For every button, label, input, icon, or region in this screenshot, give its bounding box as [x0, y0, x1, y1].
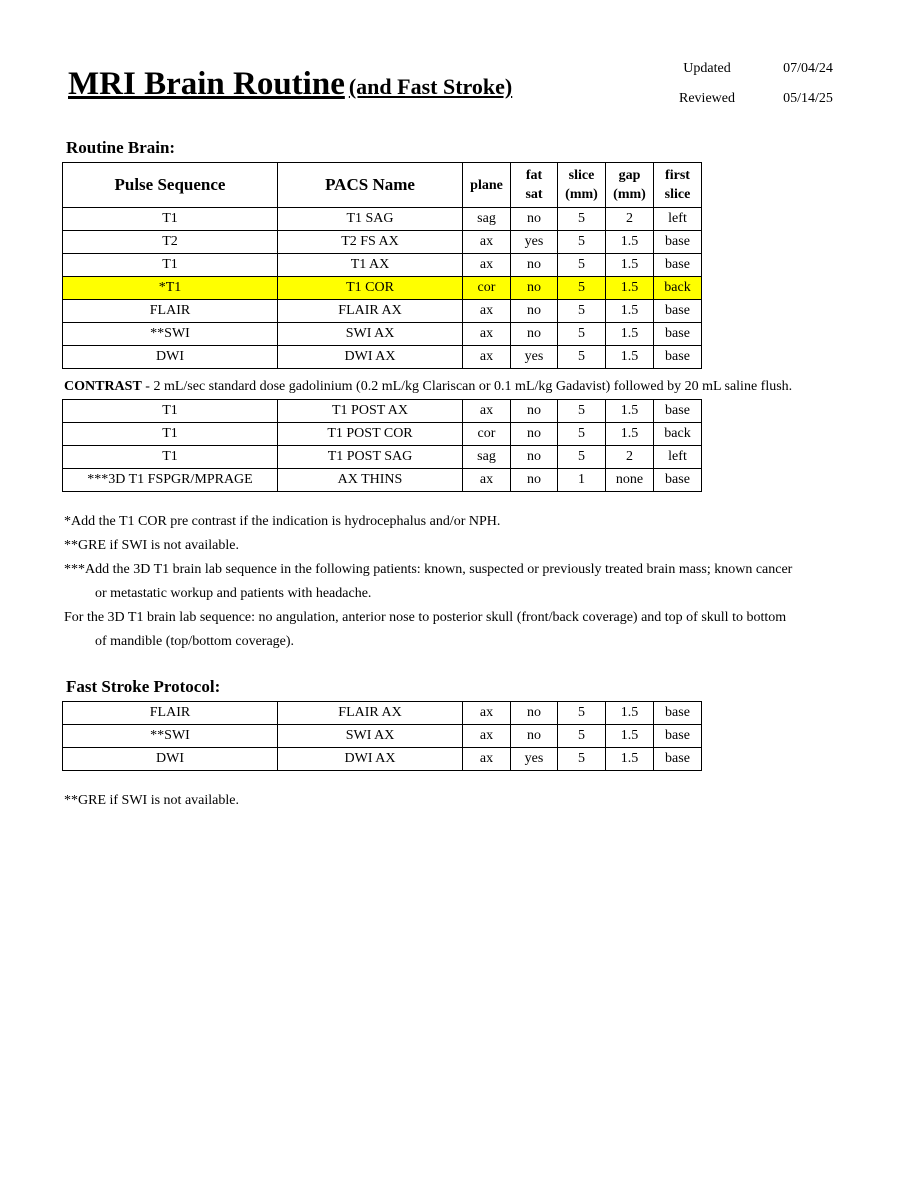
updated-label: Updated: [683, 61, 731, 76]
cell-slice: 5: [558, 323, 606, 346]
table-row: [63, 208, 702, 231]
cell-fat-sat: no: [511, 400, 558, 423]
cell-fat-sat: yes: [511, 748, 558, 771]
routine-table: [62, 162, 702, 369]
cell-pacs-name: AX THINS: [278, 469, 463, 492]
cell-gap: 1.5: [606, 748, 654, 771]
cell-plane: ax: [463, 469, 511, 492]
cell-first-slice: base: [654, 400, 702, 423]
cell-pulse-sequence: T2: [63, 231, 278, 254]
updated-row: [0, 61, 918, 81]
cell-slice: 5: [558, 400, 606, 423]
cell-first-slice: base: [654, 231, 702, 254]
cell-plane: ax: [463, 254, 511, 277]
table-row: [63, 231, 702, 254]
cell-pacs-name: DWI AX: [278, 346, 463, 369]
cell-first-slice: back: [654, 277, 702, 300]
cell-slice: 5: [558, 208, 606, 231]
cell-first-slice: base: [654, 725, 702, 748]
cell-pulse-sequence: FLAIR: [63, 300, 278, 323]
cell-gap: 1.5: [606, 423, 654, 446]
cell-plane: ax: [463, 300, 511, 323]
table-row: [63, 254, 702, 277]
col-header-pulse-sequence: Pulse Sequence: [63, 163, 278, 208]
col-header-fat-sat: fat sat: [511, 163, 558, 208]
contrast-instructions: [64, 379, 792, 395]
cell-plane: sag: [463, 208, 511, 231]
cell-gap: none: [606, 469, 654, 492]
cell-fat-sat: no: [511, 702, 558, 725]
col-header-pacs-name: PACS Name: [278, 163, 463, 208]
cell-gap: 1.5: [606, 323, 654, 346]
col-header-plane: plane: [463, 163, 511, 208]
col-header-first-slice: first slice: [654, 163, 702, 208]
updated-date: 07/04/24: [783, 61, 833, 76]
contrast-label: CONTRAST: [64, 379, 142, 394]
table-row: [63, 446, 702, 469]
cell-fat-sat: yes: [511, 231, 558, 254]
cell-gap: 1.5: [606, 231, 654, 254]
table-row: [63, 423, 702, 446]
table-row: [63, 469, 702, 492]
table-row: [63, 277, 702, 300]
cell-pacs-name: T2 FS AX: [278, 231, 463, 254]
cell-pulse-sequence: *T1: [63, 277, 278, 300]
cell-gap: 1.5: [606, 300, 654, 323]
cell-pulse-sequence: FLAIR: [63, 702, 278, 725]
title-main: MRI Brain Routine: [68, 66, 345, 102]
cell-pacs-name: T1 POST AX: [278, 400, 463, 423]
cell-gap: 1.5: [606, 346, 654, 369]
cell-plane: ax: [463, 400, 511, 423]
reviewed-row: [0, 91, 918, 111]
cell-slice: 5: [558, 446, 606, 469]
cell-fat-sat: no: [511, 725, 558, 748]
cell-pacs-name: DWI AX: [278, 748, 463, 771]
table-row: [63, 323, 702, 346]
cell-slice: 5: [558, 254, 606, 277]
cell-first-slice: base: [654, 702, 702, 725]
footnote: **GRE if SWI is not available.: [64, 538, 239, 553]
cell-plane: ax: [463, 702, 511, 725]
cell-fat-sat: no: [511, 423, 558, 446]
post-contrast-table: [62, 399, 702, 492]
cell-slice: 5: [558, 277, 606, 300]
table-row: [63, 346, 702, 369]
col-header-slice: slice (mm): [558, 163, 606, 208]
stroke-note: **GRE if SWI is not available.: [64, 793, 239, 808]
table-row: [63, 702, 702, 725]
reviewed-date: 05/14/25: [783, 91, 833, 106]
cell-pulse-sequence: **SWI: [63, 323, 278, 346]
cell-pacs-name: FLAIR AX: [278, 702, 463, 725]
cell-gap: 1.5: [606, 277, 654, 300]
stroke-footnote: [64, 789, 854, 813]
table-row: [63, 725, 702, 748]
cell-fat-sat: yes: [511, 346, 558, 369]
cell-fat-sat: no: [511, 300, 558, 323]
stroke-heading: Fast Stroke Protocol:: [66, 677, 221, 696]
cell-pulse-sequence: T1: [63, 254, 278, 277]
cell-gap: 1.5: [606, 254, 654, 277]
routine-heading: Routine Brain:: [66, 138, 176, 157]
cell-pacs-name: SWI AX: [278, 323, 463, 346]
cell-slice: 1: [558, 469, 606, 492]
cell-pulse-sequence: **SWI: [63, 725, 278, 748]
reviewed-label: Reviewed: [679, 91, 735, 106]
footnote: For the 3D T1 brain lab sequence: no angulation, anterior nose to posterior skull (front/back coverage) and top of skull to bottom: [64, 610, 787, 625]
cell-first-slice: left: [654, 208, 702, 231]
footnote: ***Add the 3D T1 brain lab sequence in the following patients: known, suspected or previously treated brain mass; known cancer: [64, 562, 793, 577]
cell-slice: 5: [558, 748, 606, 771]
cell-fat-sat: no: [511, 469, 558, 492]
cell-slice: 5: [558, 346, 606, 369]
cell-pulse-sequence: ***3D T1 FSPGR/MPRAGE: [63, 469, 278, 492]
cell-slice: 5: [558, 423, 606, 446]
contrast-text: - 2 mL/sec standard dose gadolinium (0.2 mL/kg Clariscan or 0.1 mL/kg Gadavist) followed by 20 mL saline flush.: [141, 379, 793, 394]
col-header-gap: gap (mm): [606, 163, 654, 208]
cell-plane: cor: [463, 423, 511, 446]
cell-slice: 5: [558, 725, 606, 748]
title-subtitle: (and Fast Stroke): [348, 74, 513, 99]
cell-gap: 1.5: [606, 725, 654, 748]
footnote: *Add the T1 COR pre contrast if the indication is hydrocephalus and/or NPH.: [64, 514, 501, 529]
cell-first-slice: left: [654, 446, 702, 469]
table-row: [63, 300, 702, 323]
cell-slice: 5: [558, 702, 606, 725]
cell-pulse-sequence: T1: [63, 400, 278, 423]
cell-pacs-name: T1 POST COR: [278, 423, 463, 446]
cell-gap: 2: [606, 446, 654, 469]
cell-slice: 5: [558, 300, 606, 323]
cell-fat-sat: no: [511, 323, 558, 346]
cell-pulse-sequence: T1: [63, 208, 278, 231]
table-header-row: [63, 163, 702, 208]
cell-plane: sag: [463, 446, 511, 469]
cell-pulse-sequence: DWI: [63, 748, 278, 771]
cell-first-slice: base: [654, 254, 702, 277]
cell-plane: cor: [463, 277, 511, 300]
cell-gap: 1.5: [606, 702, 654, 725]
cell-first-slice: base: [654, 346, 702, 369]
footnote-continuation: of mandible (top/bottom coverage).: [95, 634, 295, 649]
cell-fat-sat: no: [511, 254, 558, 277]
cell-pacs-name: T1 POST SAG: [278, 446, 463, 469]
stroke-table: [62, 701, 702, 771]
cell-fat-sat: no: [511, 208, 558, 231]
cell-pacs-name: SWI AX: [278, 725, 463, 748]
cell-first-slice: base: [654, 748, 702, 771]
cell-slice: 5: [558, 231, 606, 254]
cell-first-slice: back: [654, 423, 702, 446]
cell-pacs-name: T1 SAG: [278, 208, 463, 231]
cell-plane: ax: [463, 231, 511, 254]
cell-pacs-name: FLAIR AX: [278, 300, 463, 323]
cell-pulse-sequence: DWI: [63, 346, 278, 369]
cell-plane: ax: [463, 323, 511, 346]
table-row: [63, 400, 702, 423]
cell-gap: 1.5: [606, 400, 654, 423]
cell-fat-sat: no: [511, 277, 558, 300]
cell-pacs-name: T1 COR: [278, 277, 463, 300]
cell-plane: ax: [463, 725, 511, 748]
cell-first-slice: base: [654, 469, 702, 492]
cell-pulse-sequence: T1: [63, 423, 278, 446]
footnotes: [64, 510, 854, 654]
cell-pacs-name: T1 AX: [278, 254, 463, 277]
cell-plane: ax: [463, 346, 511, 369]
cell-fat-sat: no: [511, 446, 558, 469]
cell-gap: 2: [606, 208, 654, 231]
footnote-continuation: or metastatic workup and patients with headache.: [95, 586, 372, 601]
cell-first-slice: base: [654, 300, 702, 323]
cell-pulse-sequence: T1: [63, 446, 278, 469]
cell-first-slice: base: [654, 323, 702, 346]
table-row: [63, 748, 702, 771]
cell-plane: ax: [463, 748, 511, 771]
